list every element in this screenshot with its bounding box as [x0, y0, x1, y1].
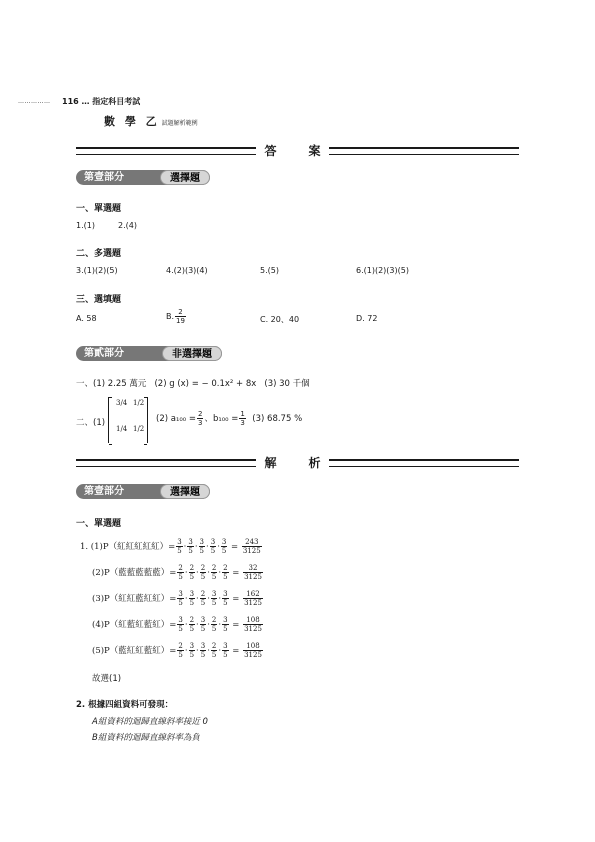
fraction-den: 3	[198, 419, 203, 427]
probability-label: (3)P（紅紅藍紅紅）=	[92, 594, 177, 604]
fraction-num: 2	[200, 590, 206, 598]
probability-label: (2)P（藍藍藍藍藍）=	[92, 568, 177, 578]
probability-label: (5)P（藍紅紅藍紅）=	[92, 646, 177, 656]
factor-fraction	[222, 564, 228, 581]
fraction-num: 32	[243, 564, 263, 573]
nonchoice-q2-rest	[156, 410, 302, 427]
factor-fraction	[200, 642, 206, 659]
fraction-num: 3	[178, 590, 183, 598]
answer-b-label: B.	[166, 312, 175, 321]
matrix-value: 1/2	[133, 424, 145, 433]
fraction-den: 5	[223, 651, 228, 659]
fraction-den: 5	[200, 599, 206, 607]
fraction-den: 5	[200, 651, 206, 659]
factor-fraction	[222, 590, 228, 607]
probability-row: 1. (1)P（紅紅紅紅紅）= $\frac{3}{5}$ · $\frac{3}{5}$ · $\frac{3}{5}$ · $\frac{3}{5}$ · $\frac{3}{5}$ = $\frac{243}{3125}$	[80, 538, 261, 555]
factor-fraction	[222, 616, 228, 633]
fraction-num: 2	[189, 616, 195, 624]
part-label: 第壹部分	[84, 172, 124, 183]
fraction-den: 5	[188, 547, 193, 555]
result-fraction	[243, 642, 263, 659]
fraction-num: 108	[243, 642, 263, 651]
factor-fraction	[210, 538, 216, 555]
part-kind: 選擇題	[160, 170, 210, 185]
q2-part3: (3) 68.75 %	[252, 414, 303, 424]
subject-note: 試題解析範例	[161, 120, 198, 127]
fraction-num: 2	[200, 564, 206, 572]
answer-3: 3.(1)(2)(5)	[76, 266, 118, 275]
answer-2: 2.(4)	[118, 221, 137, 230]
q2-a-frac	[197, 410, 203, 427]
fraction-num: 1	[240, 410, 245, 418]
fraction-den: 5	[189, 651, 195, 659]
fraction-num: 108	[243, 616, 263, 625]
fraction-den: 5	[221, 547, 227, 555]
fraction-den: 3125	[244, 573, 262, 581]
fraction-den: 5	[178, 599, 183, 607]
matrix-value: 1/2	[133, 398, 145, 407]
analysis-single-heading: 一、單選題	[76, 519, 122, 529]
fraction-den: 5	[178, 573, 183, 581]
probability-row: (2)P（藍藍藍藍藍）= $\frac{2}{5}$ · $\frac{2}{5}$ · $\frac{2}{5}$ · $\frac{2}{5}$ · $\frac{2}{5}$ = $\frac{32}{3125}$	[92, 564, 262, 581]
result-fraction	[243, 564, 263, 581]
factor-fraction	[211, 642, 217, 659]
fraction-num: 3	[210, 538, 216, 546]
fraction-num: 3	[177, 538, 182, 546]
factor-fraction	[199, 538, 205, 555]
fraction-num: 3	[189, 642, 195, 650]
fraction-num: 3	[211, 590, 217, 598]
fraction-den: 5	[189, 625, 195, 633]
answer-c: C. 20、40	[260, 315, 300, 324]
factor-fraction	[177, 616, 183, 633]
result-fraction	[243, 616, 263, 633]
fraction-num: 3	[200, 616, 206, 624]
factor-fraction	[221, 538, 227, 555]
fraction-num: 2	[211, 642, 217, 650]
fraction-num: 2	[178, 564, 183, 572]
multi-heading: 二、多選題	[76, 249, 122, 259]
factor-fraction	[189, 590, 195, 607]
fraction-num: 2	[211, 564, 217, 572]
fraction-den: 5	[200, 625, 206, 633]
fraction-num: 3	[200, 642, 206, 650]
fraction-num: 3	[189, 590, 195, 598]
answers-title: 答 案	[264, 144, 331, 158]
page-header: 116 … 指定科目考試	[62, 97, 141, 106]
fraction-num: 3	[223, 616, 228, 624]
fraction-num: 3	[199, 538, 205, 546]
part2-answers-pill	[76, 346, 222, 361]
matrix-cell	[115, 399, 128, 407]
probability-row: (4)P（紅藍紅藍紅）= $\frac{3}{5}$ · $\frac{2}{5}$ · $\frac{3}{5}$ · $\frac{2}{5}$ · $\frac{3}{5}$ = $\frac{108}{3125}$	[92, 616, 262, 633]
q1-part3: (3) 30 千個	[264, 379, 310, 389]
q1-part1: 一、(1) 2.25 萬元	[76, 379, 147, 389]
factor-fraction	[177, 564, 183, 581]
fraction-den: 5	[200, 573, 206, 581]
fraction-den: 5	[210, 547, 216, 555]
answer-b	[166, 308, 187, 325]
conclusion: 故選(1)	[92, 674, 122, 684]
factor-fraction	[211, 564, 217, 581]
probability-row: (5)P（藍紅紅藍紅）= $\frac{2}{5}$ · $\frac{3}{5}$ · $\frac{3}{5}$ · $\frac{2}{5}$ · $\frac{3}{5}$ = $\frac{108}{3125}$	[92, 642, 262, 659]
fraction-num: 3	[223, 642, 228, 650]
fraction-den: 3125	[242, 547, 261, 555]
fraction-num: 2	[211, 616, 217, 624]
answer-d: D. 72	[356, 314, 378, 323]
subject-name: 數 學 乙	[104, 115, 160, 128]
answers-divider	[76, 144, 519, 158]
subject-title	[104, 113, 198, 129]
matrix-value: 1/4	[116, 424, 128, 433]
part-kind: 非選擇題	[162, 346, 222, 361]
answer-1: 1.(1)	[76, 221, 95, 230]
probability-row: (3)P（紅紅藍紅紅）= $\frac{3}{5}$ · $\frac{3}{5}$ · $\frac{2}{5}$ · $\frac{3}{5}$ · $\frac{3}{5}$ = $\frac{162}{3125}$	[92, 590, 262, 607]
analysis-divider	[76, 456, 519, 470]
factor-fraction	[200, 616, 206, 633]
fraction-den: 3125	[244, 625, 262, 633]
answer-4: 4.(2)(3)(4)	[166, 266, 208, 275]
header-dots: ……………	[18, 98, 51, 105]
fraction-num: 3	[188, 538, 193, 546]
part1-answers-pill	[76, 170, 210, 185]
fraction-num: 162	[243, 590, 263, 599]
q2-b-label: 、b₁₀₀ =	[204, 414, 239, 424]
answer-b-fraction	[175, 308, 186, 325]
factor-fraction	[177, 642, 183, 659]
fraction-den: 5	[177, 547, 182, 555]
matrix	[108, 397, 148, 443]
fraction-den: 19	[176, 317, 185, 325]
probability-label: 1. (1)P（紅紅紅紅紅）=	[80, 542, 176, 552]
matrix-cell	[115, 425, 128, 433]
fraction-num: 2	[223, 564, 228, 572]
fraction-num: 2	[189, 564, 195, 572]
factor-fraction	[189, 616, 195, 633]
part-label: 第壹部分	[84, 486, 124, 497]
fraction-den: 5	[189, 599, 195, 607]
q2-analysis-head: 2. 根據四組資料可發現：	[76, 700, 174, 710]
fraction-den: 5	[178, 651, 183, 659]
part1-analysis-pill	[76, 484, 210, 499]
result-fraction	[242, 538, 262, 555]
fraction-num: 3	[221, 538, 227, 546]
answer-6: 6.(1)(2)(3)(5)	[356, 266, 409, 275]
fraction-den: 5	[178, 625, 183, 633]
factor-fraction	[177, 590, 183, 607]
q2-analysis-line1: A組資料的迴歸直線斜率接近 0	[92, 717, 208, 727]
fraction-num: 2	[198, 410, 203, 418]
factor-fraction	[189, 564, 195, 581]
fraction-den: 3	[240, 419, 245, 427]
analysis-title: 解 析	[264, 456, 331, 470]
factor-fraction	[211, 590, 217, 607]
probability-label: (4)P（紅藍紅藍紅）=	[92, 620, 177, 630]
factor-fraction	[187, 538, 193, 555]
fraction-den: 5	[211, 573, 217, 581]
answer-5: 5.(5)	[260, 266, 279, 275]
matrix-cell	[132, 399, 145, 407]
fill-heading: 三、選填題	[76, 295, 122, 305]
fraction-num: 2	[175, 308, 186, 317]
factor-fraction	[200, 590, 206, 607]
factor-fraction	[211, 616, 217, 633]
fraction-den: 5	[223, 625, 228, 633]
fraction-den: 5	[211, 599, 217, 607]
single-heading: 一、單選題	[76, 204, 122, 214]
part-kind: 選擇題	[160, 484, 210, 499]
answer-a: A. 58	[76, 314, 97, 323]
q2-a-label: (2) a₁₀₀ =	[156, 414, 196, 424]
q2-b-frac	[239, 410, 245, 427]
fraction-den: 5	[189, 573, 195, 581]
matrix-value: 3/4	[116, 398, 128, 407]
fraction-num: 243	[242, 538, 262, 547]
q2-analysis-line2: B組資料的迴歸直線斜率為負	[92, 733, 200, 743]
nonchoice-q2-label: 二、(1)	[76, 418, 106, 428]
fraction-den: 3125	[244, 651, 262, 659]
matrix-cell	[132, 425, 145, 433]
factor-fraction	[189, 642, 195, 659]
fraction-den: 5	[223, 599, 228, 607]
fraction-den: 5	[223, 573, 228, 581]
fraction-den: 3125	[244, 599, 262, 607]
fraction-num: 2	[178, 642, 183, 650]
q1-part2: (2) g (x) = − 0.1x² + 8x	[154, 379, 257, 389]
fraction-den: 5	[199, 547, 205, 555]
nonchoice-q1	[76, 377, 310, 389]
fraction-num: 3	[223, 590, 228, 598]
part-label: 第貳部分	[84, 348, 124, 359]
fraction-num: 3	[178, 616, 183, 624]
factor-fraction	[176, 538, 182, 555]
result-fraction	[243, 590, 263, 607]
factor-fraction	[200, 564, 206, 581]
fraction-den: 5	[211, 651, 217, 659]
fraction-den: 5	[211, 625, 217, 633]
factor-fraction	[222, 642, 228, 659]
